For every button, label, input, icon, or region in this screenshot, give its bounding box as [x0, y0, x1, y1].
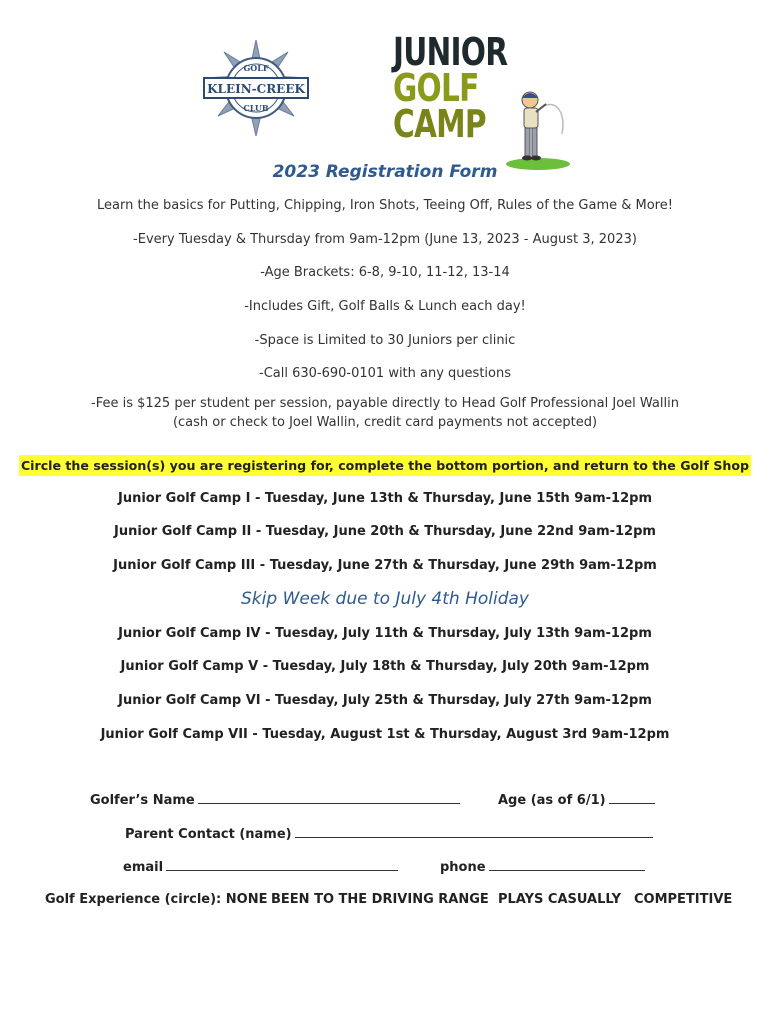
info-line-space: -Space is Limited to 30 Juniors per clinic	[254, 333, 516, 348]
age-field	[498, 791, 655, 808]
email-input[interactable]	[166, 858, 398, 871]
session-item-7[interactable]: Junior Golf Camp VII - Tuesday, August 1st & Thursday, August 3rd 9am-12pm	[100, 727, 670, 742]
session-item-2[interactable]: Junior Golf Camp II - Tuesday, June 20th & Thursday, June 22nd 9am-12pm	[114, 524, 656, 539]
klein-creek-club-seal-logo	[200, 38, 312, 138]
session-item-6[interactable]: Junior Golf Camp VI - Tuesday, July 25th & Thursday, July 27th 9am-12pm	[118, 693, 652, 708]
instruction-text: Circle the session(s) you are registering for, complete the bottom portion, and return to the Golf Shop	[19, 455, 751, 476]
golfer-name-input[interactable]	[198, 791, 460, 804]
info-line-fee: -Fee is $125 per student per session, payable directly to Head Golf Professional Joel Wallin	[91, 396, 679, 411]
email-field	[123, 858, 398, 875]
info-line-ages: -Age Brackets: 6-8, 9-10, 11-12, 13-14	[260, 265, 510, 280]
info-line-payment: (cash or check to Joel Wallin, credit card payments not accepted)	[172, 415, 598, 430]
email-label: email	[123, 860, 164, 875]
info-line-includes: -Includes Gift, Golf Balls & Lunch each day!	[244, 299, 526, 314]
experience-option-driving-range[interactable]: BEEN TO THE DRIVING RANGE	[271, 892, 489, 907]
logo-word-golf: GOLF	[393, 66, 479, 110]
parent-contact-input[interactable]	[295, 825, 653, 838]
parent-contact-label: Parent Contact (name)	[125, 827, 292, 842]
phone-label: phone	[440, 860, 486, 875]
golfer-illustration-icon	[500, 86, 570, 172]
logo-word-camp: CAMP	[393, 102, 486, 146]
age-label: Age (as of 6/1)	[498, 793, 606, 808]
age-input[interactable]	[609, 791, 655, 804]
info-line-basics: Learn the basics for Putting, Chipping, Iron Shots, Teeing Off, Rules of the Game & More!	[97, 198, 673, 213]
form-title: 2023 Registration Form	[272, 162, 498, 182]
header-logos	[0, 28, 770, 148]
seal-bottom-text: CLUB	[243, 103, 269, 113]
info-line-schedule: -Every Tuesday & Thursday from 9am-12pm (June 13, 2023 - August 3, 2023)	[133, 232, 637, 247]
experience-option-competitive[interactable]: COMPETITIVE	[634, 892, 733, 907]
parent-contact-field	[125, 825, 653, 842]
phone-field	[440, 858, 645, 875]
instruction-banner	[0, 455, 770, 476]
info-line-call: -Call 630-690-0101 with any questions	[259, 366, 511, 381]
experience-option-plays-casually[interactable]: PLAYS CASUALLY	[498, 892, 622, 907]
session-item-1[interactable]: Junior Golf Camp I - Tuesday, June 13th & Thursday, June 15th 9am-12pm	[118, 491, 652, 506]
golfer-name-field	[90, 791, 460, 808]
experience-label-none[interactable]: Golf Experience (circle): NONE	[45, 892, 268, 907]
seal-name-text: KLEIN-CREEK	[207, 82, 305, 96]
phone-input[interactable]	[489, 858, 645, 871]
seal-top-text: GOLF	[243, 63, 269, 73]
session-item-5[interactable]: Junior Golf Camp V - Tuesday, July 18th & Thursday, July 20th 9am-12pm	[120, 659, 650, 674]
session-item-4[interactable]: Junior Golf Camp IV - Tuesday, July 11th & Thursday, July 13th 9am-12pm	[118, 626, 652, 641]
logo-word-junior: JUNIOR	[393, 30, 508, 74]
golfer-name-label: Golfer’s Name	[90, 793, 195, 808]
session-item-3[interactable]: Junior Golf Camp III - Tuesday, June 27th & Thursday, June 29th 9am-12pm	[113, 558, 657, 573]
skip-week-note: Skip Week due to July 4th Holiday	[241, 589, 529, 609]
